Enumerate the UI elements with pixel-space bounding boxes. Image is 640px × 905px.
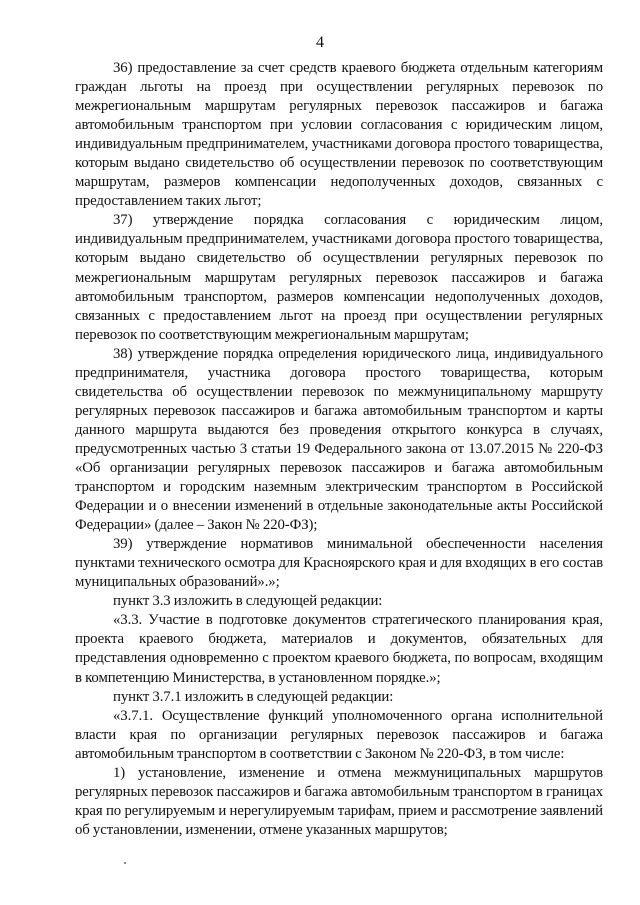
page-number: 4 (316, 34, 324, 51)
paragraph-item-39: 39) утверждение нормативов минимальной обеспеченности населения пунктами технического осмотра для Красноярского края и для входящих в его состав муниципальных образований».»; (75, 536, 603, 591)
subpoint-1-text: 1) установление, изменение и отмена межмуниципальных маршрутов регулярных перевозок пассажиров и багажа автомобильным транспортом в границах края по регулируемым и нерегулируемым тарифам, прием и рассмотрение заявлений об установлении, изменении, отмене указанных маршрутов; (75, 764, 603, 838)
instruction-point-3-7-1: пункт 3.7.1 изложить в следующей редакции: (113, 688, 394, 705)
document-body (75, 59, 603, 840)
point-3-7-1-text: «3.7.1. Осуществление функций уполномоченного органа исполнительной власти края по организации регулярных перевозок пассажиров и багажа автомобильным транспортом в соответствии с Законом № 220-ФЗ, в том числе: (75, 707, 603, 762)
scan-dot (124, 862, 126, 864)
paragraph-item-37: 37) утверждение порядка согласования с юридическим лицом, индивидуальным предпринимателем, участниками договора простого товарищества, которым выдано свидетельство об осуществлении регулярных перевозок по межрегиональным маршрутам регулярных перевозок пассажиров и багажа автомобильным транспортом, размеров компенсации недополученных доходов, связанных с предоставлением льгот на проезд при осуществлении регулярных перевозок по соответствующим межрегиональным маршрутам; (75, 212, 603, 343)
paragraph-item-38: 38) утверждение порядка определения юридического лица, индивидуального предпринимателя, участника договора простого товарищества, которым свидетельства об осуществлении перевозок по межмуниципальному маршруту регулярных перевозок пассажиров и багажа автомобильным транспортом и карты данного маршрута выдаются без проведения открытого конкурса в случаях, предусмотренных частью 3 статьи 19 Федерального закона от 13.07.2015 № 220-ФЗ «Об организации регулярных перевозок пассажиров и багажа автомобильным транспортом и городским наземным электрическим транспортом в Российской Федерации и о внесении изменений в отдельные законодательные акты Российской Федерации» (далее – Закон № 220-ФЗ); (75, 345, 603, 534)
paragraph-item-36: 36) предоставление за счет средств краевого бюджета отдельным категориям граждан льготы на проезд при осуществлении регулярных перевозок по межрегиональным маршрутам регулярных перевозок пассажиров и багажа автомобильным транспортом при условии согласования с юридическим лицом, индивидуальным предпринимателем, участниками договора простого товарищества, которым выдано свидетельство об осуществлении перевозок по соответствующим маршрутам, размеров компенсации недополученных доходов, связанных с предоставлением таких льгот; (75, 60, 603, 210)
instruction-point-3-3: пункт 3.3 изложить в следующей редакции: (113, 593, 383, 610)
point-3-3-text: «3.3. Участие в подготовке документов стратегического планирования края, проекта краевого бюджета, материалов и документов, обязательных для представления одновременно с проектом краевого бюджета, по вопросам, входящим в компетенцию Министерства, в установленном порядке.»; (75, 612, 603, 686)
